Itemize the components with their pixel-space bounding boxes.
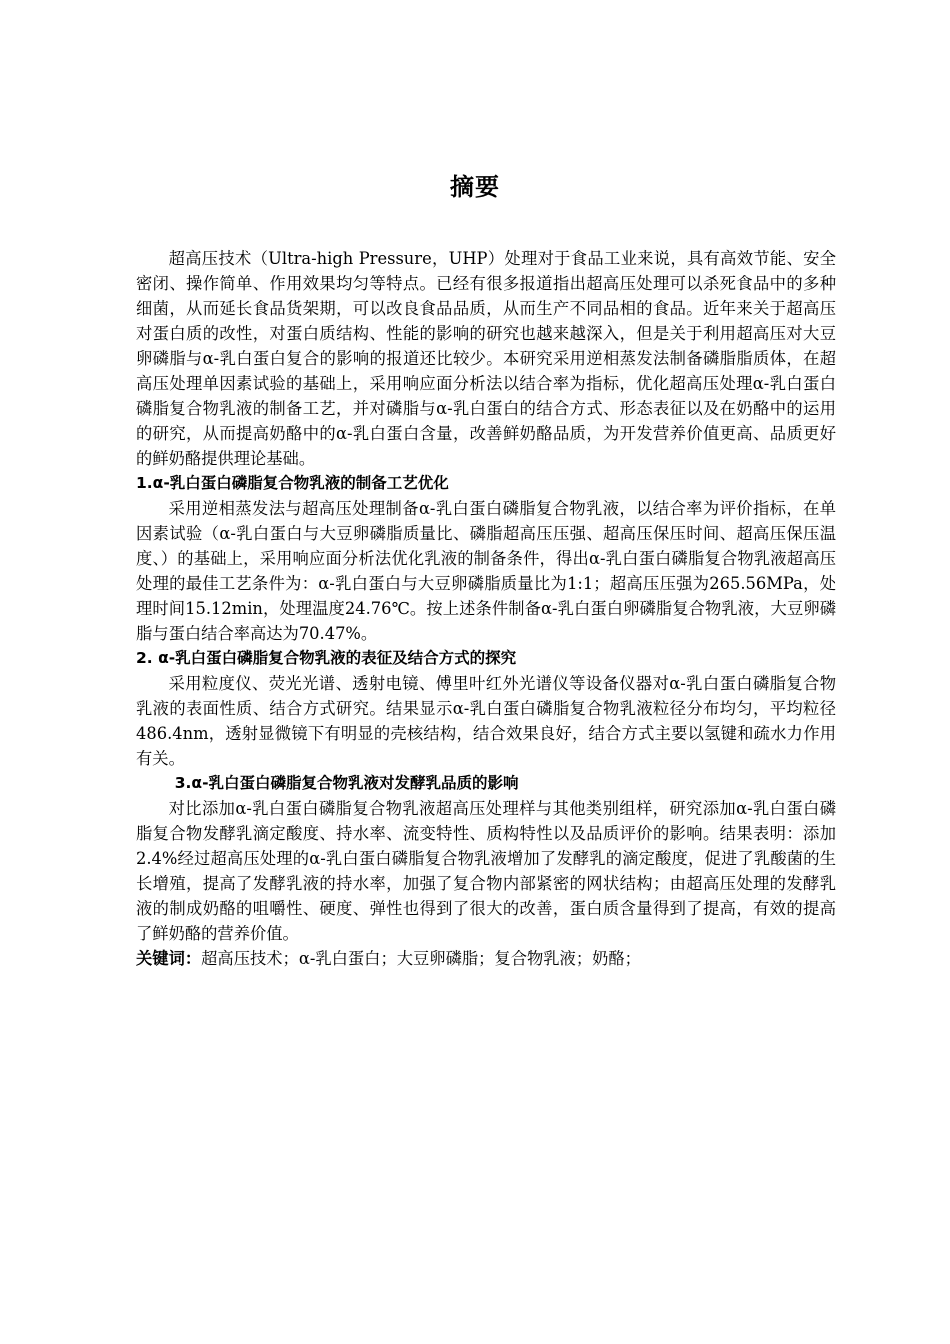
keywords-text: 超高压技术；α-乳白蛋白；大豆卵磷脂；复合物乳液；奶酪；	[201, 949, 641, 968]
page-title: 摘要	[450, 173, 500, 201]
section-1-heading: 1.α-乳白蛋白磷脂复合物乳液的制备工艺优化	[136, 474, 449, 492]
section-2-heading: 2. α-乳白蛋白磷脂复合物乳液的表征及结合方式的探究	[136, 649, 517, 667]
section-3-heading: 3.α-乳白蛋白磷脂复合物乳液对发酵乳品质的影响	[174, 774, 519, 792]
section-3-text: 对比添加α-乳白蛋白磷脂复合物乳液超高压处理样与其他类别组样，研究添加α-乳白蛋白磷脂复合物发酵乳滴定酸度、持水率、流变特性、质构特性以及品质评价的影响。结果表明：添加2.4%经过超高压处理的α-乳白蛋白磷脂复合物乳液增加了发酵乳的滴定酸度，促进了乳酸菌的生长增殖，提高了发酵乳液的持水率，加强了复合物内部紧密的网状结构；由超高压处理的发酵乳液的制成奶酪的咀嚼性、硬度、弹性也得到了很大的改善，蛋白质含量得到了提高，有效的提高了鲜奶酪的营养价值。	[136, 799, 836, 943]
keywords-label: 关键词：	[136, 949, 202, 968]
section-2-text: 采用粒度仪、荧光光谱、透射电镜、傅里叶红外光谱仪等设备仪器对α-乳白蛋白磷脂复合物乳液的表面性质、结合方式研究。结果显示α-乳白蛋白磷脂复合物乳液粒径分布均匀，平均粒径486.4nm，透射显微镜下有明显的壳核结构，结合效果良好，结合方式主要以氢键和疏水力作用有关。	[136, 674, 836, 768]
abstract-body	[136, 246, 836, 971]
section-1-text: 采用逆相蒸发法与超高压处理制备α-乳白蛋白磷脂复合物乳液，以结合率为评价指标，在单因素试验（α-乳白蛋白与大豆卵磷脂质量比、磷脂超高压压强、超高压保压时间、超高压保压温度、）的基础上，采用响应面分析法优化乳液的制备条件，得出α-乳白蛋白磷脂复合物乳液超高压处理的最佳工艺条件为：α-乳白蛋白与大豆卵磷脂质量比为1:1；超高压压强为265.56MPa，处理时间15.12min，处理温度24.76℃。按上述条件制备α-乳白蛋白卵磷脂复合物乳液，大豆卵磷脂与蛋白结合率高达为70.47%。	[136, 499, 836, 643]
keywords-line	[136, 946, 836, 971]
intro-paragraph: 超高压技术（Ultra-high Pressure，UHP）处理对于食品工业来说，具有高效节能、安全密闭、操作简单、作用效果均匀等特点。已经有很多报道指出超高压处理可以杀死食品中的多种细菌，从而延长食品货架期，可以改良食品品质，从而生产不同品相的食品。近年来关于超高压对蛋白质的改性，对蛋白质结构、性能的影响的研究也越来越深入，但是关于利用超高压对大豆卵磷脂与α-乳白蛋白复合的影响的报道还比较少。本研究采用逆相蒸发法制备磷脂脂质体，在超高压处理单因素试验的基础上，采用响应面分析法以结合率为指标，优化超高压处理α-乳白蛋白磷脂复合物乳液的制备工艺，并对磷脂与α-乳白蛋白的结合方式、形态表征以及在奶酪中的运用的研究，从而提高奶酪中的α-乳白蛋白含量，改善鲜奶酪品质，为开发营养价值更高、品质更好的鲜奶酪提供理论基础。	[136, 249, 836, 468]
